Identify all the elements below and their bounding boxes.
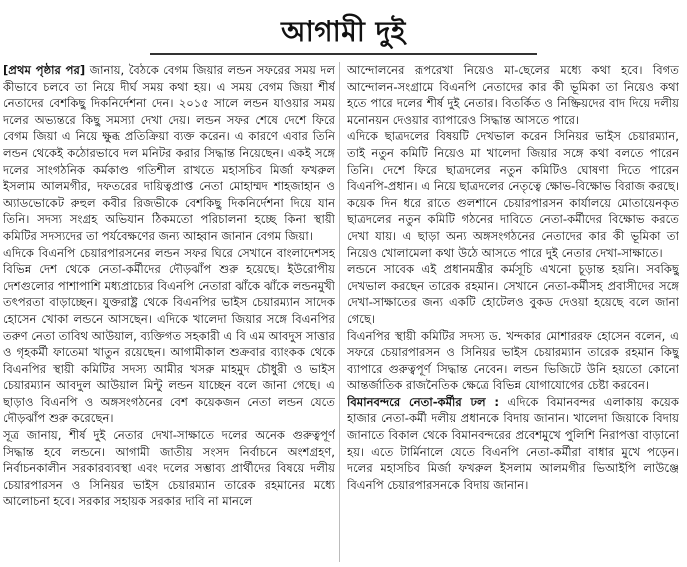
article-paragraph: লন্ডনে সাবেক এই প্রধানমন্ত্রীর কর্মসূচি এখনো চূড়ান্ত হয়নি। সবকিছু দেখভাল করছেন তারেক রহমান। সেখানে নেতা-কর্মীসহ প্রবাসীদের সঙ্গে দেখা-সাক্ষাতের জন্য একটি হোটেলও বুকড দেওয়া হয়েছে বলে জানা গেছে। [347, 262, 679, 326]
left-column [3, 62, 335, 564]
column-divider [339, 62, 340, 562]
paragraph-text: এদিকে বিমানবন্দর এলাকায় কয়েক হাজার নেতা-কর্মী দলীয় প্রধানকে বিদায় জানান। খালেদা জিয়াকে বিদায় জানাতে বিকাল থেকে বিমানবন্দরের প্রবেশমুখে পুলিশি নিরাপত্তা বাড়ানো হয়। এতে টার্মিনালে যেতে বিএনপি নেতা-কর্মীরা বাধার মুখে পড়েন। দলের মহাসচিব মির্জা ফখরুল ইসলাম আলমগীর ভিআইপি লাউঞ্জে বিএনপি চেয়ারপারসনকে বিদায় জানান। [347, 394, 679, 492]
article-paragraph: আন্দোলনের রূপরেখা নিয়েও মা-ছেলের মধ্যে কথা হবে। বিগত আন্দোলন-সংগ্রামে বিএনপি নেতাদের কার কী ভূমিকা তা নিয়েও কথা হতে পারে দলের শীর্ষ দুই নেতার। বিতর্কিত ও নিষ্ক্রিয়দের বাদ দিয়ে দলীয় মনোনয়ন দেওয়ার ব্যাপারেও সিদ্ধান্ত আসতে পারে। [347, 63, 679, 127]
headline-area [0, 0, 687, 60]
article-paragraph: বিএনপির স্থায়ী কমিটির সদস্য ড. খন্দকার মোশাররফ হোসেন বলেন, এ সফরে চেয়ারপারসন ও সিনিয়র ভাইস চেয়ারম্যান তারেক রহমান কিছু ব্যাপারে গুরুত্বপূর্ণ সিদ্ধান্ত নেবেন। লন্ডন ভিজিটে উনি হয়তো কোনো আন্তর্জাতিক রাজনৈতিক ক্ষেত্রে বিভিন্ন যোগাযোগের চেষ্টা করবেন। [347, 328, 679, 393]
subheading: বিমানবন্দরে নেতা-কর্মীর ঢল : [347, 394, 500, 409]
headline-rule [150, 53, 537, 55]
article-paragraph: সূত্র জানায়, শীর্ষ দুই নেতার দেখা-সাক্ষাতে দলের অনেক গুরুত্বপূর্ণ সিদ্ধান্ত হবে লন্ডনে। আগামী জাতীয় সংসদ নির্বাচনে অংশগ্রহণ, নির্বাচনকালীন সরকারব্যবস্থা এবং দলের সম্ভাব্য প্রার্থীদের বিষয়ে দলীয় চেয়ারপারসন ও সিনিয়র ভাইস চেয়ারম্যান তারেক রহমানের মধ্যে আলোচনা হবে। সরকার সহায়ক সরকার দাবি না মানলে [3, 428, 335, 509]
article-paragraph [347, 394, 679, 494]
right-column [347, 62, 679, 564]
headline: আগামী দুই [281, 15, 406, 48]
paragraph-text: জানায়, বৈঠকে বেগম জিয়ার লন্ডন সফরের সময় দল কীভাবে চলবে তা নিয়ে দীর্ঘ সময় কথা হয়। এ সময় বেগম জিয়া শীর্ষ নেতাদের বেশকিছু দিকনির্দেশনা দেন। ২০১৫ সালে লন্ডন যাওয়ার সময় দলের অভ্যন্তরে কিছু সমস্যা দেখা দেয়। লন্ডন সফর শেষে দেশে ফিরে বেগম জিয়া এ নিয়ে ক্ষুব্ধ প্রতিক্রিয়া ব্যক্ত করেন। এ কারণে এবার তিনি লন্ডন থেকেই কঠোরভাবে দল মনিটর করার সিদ্ধান্ত নিয়েছেন। একই সঙ্গে দলের সাংগঠনিক কর্মকাণ্ড গতিশীল রাখতে মহাসচিব মির্জা ফখরুল ইসলাম আলমগীর, দফতরের দায়িত্বপ্রাপ্ত নেতা মোহাম্মদ শাহজাহান ও অ্যাডভোকেট রুহুল কবীর রিজভীকে বেশকিছু দিকনির্দেশনা দিয়ে যান তিনি। সদস্য সংগ্রহ অভিযান ঠিকমতো পরিচালনা হচ্ছে কিনা স্থায়ী কমিটির সদস্যদের তা পর্যবেক্ষণের জন্য আহ্বান জানান বেগম জিয়া। [3, 63, 335, 243]
article-paragraph: এদিকে ছাত্রদলের বিষয়টি দেখভাল করেন সিনিয়র ভাইস চেয়ারম্যান, তাই নতুন কমিটি নিয়েও মা খালেদা জিয়ার সঙ্গে কথা বলতে পারেন তিনি। দেশে ফিরে ছাত্রদলের নতুন কমিটিও ঘোষণা দিতে পারেন বিএনপি-প্রধান। এ নিয়ে ছাত্রদলের নেতৃত্বে ক্ষোভ-বিক্ষোভ বিরাজ করছে। কয়েক দিন ধরে রাতে গুলশানে চেয়ারপারসন কার্যালয়ে মোতায়েনকৃত ছাত্রদলের নতুন কমিটি গঠনের দাবিতে নেতা-কর্মীদের বিক্ষোভ করতে দেখা যায়। এ ছাড়া অন্য অঙ্গসংগঠনের নেতাদের কার কী ভূমিকা তা নিয়েও খোলামেলা কথা উঠে আসতে পারে দুই নেতার দেখা-সাক্ষাতে। [347, 129, 679, 260]
continuation-lead: [প্রথম পৃষ্ঠার পর] [3, 63, 86, 77]
article-paragraph: এদিকে বিএনপি চেয়ারপারসনের লন্ডন সফর ঘিরে সেখানে বাংলাদেশসহ বিভিন্ন দেশ থেকে নেতা-কর্মীদের দৌড়ঝাঁপ শুরু হয়েছে। ইউরোপীয় দেশগুলোর পাশাপাশি মধ্যপ্রাচ্যের বিএনপি নেতারা ঝাঁকে ঝাঁকে লন্ডনমুখী তৎপরতা বাড়াচ্ছেন। যুক্তরাষ্ট্র থেকে বিএনপির ভাইস চেয়ারম্যান সাদেক হোসেন খোকা লন্ডনে আসছেন। এদিকে খালেদা জিয়ার সঙ্গে বিএনপির তরুণ নেতা তাবিথ আউয়াল, ব্যক্তিগত সহকারী এ বি এম আবদুস সাত্তার ও গৃহকর্মী ফাতেমা খাতুন রয়েছেন। আগামীকাল শুক্রবার ব্যাংকক থেকে বিএনপির স্থায়ী কমিটির সদস্য আমীর খসরু মাহমুদ চৌধুরী ও ভাইস চেয়ারম্যান আবদুল আউয়াল মিন্টু লন্ডন যাচ্ছেন বলে জানা গেছে। এ ছাড়াও বিএনপি ও অঙ্গসংগঠনের বেশ কয়েকজন নেতা লন্ডন যেতে দৌড়ঝাঁপ শুরু করেছেন। [3, 245, 335, 426]
article-paragraph [3, 62, 335, 245]
